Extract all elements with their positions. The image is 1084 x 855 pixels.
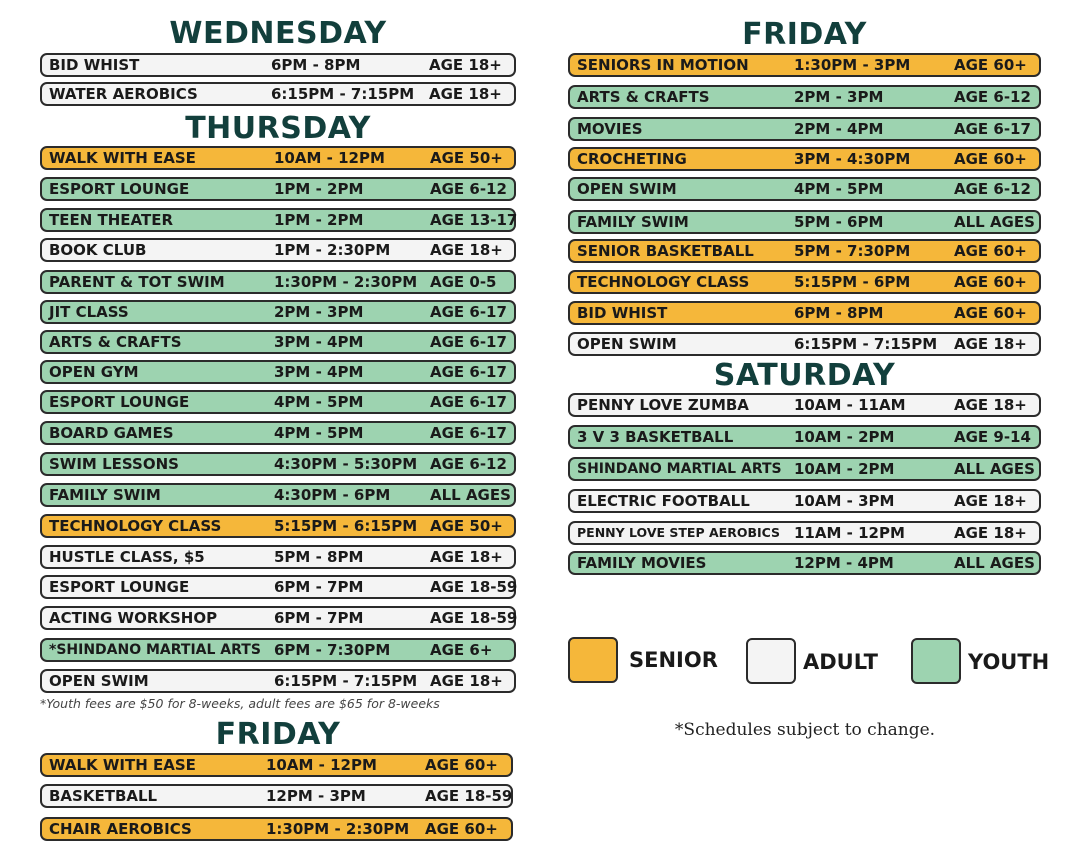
activity-age: AGE 18+: [430, 241, 503, 259]
activity-name: ARTS & CRAFTS: [49, 333, 182, 351]
activity-time: 1:30PM - 3PM: [794, 56, 911, 74]
activity-time: 3PM - 4:30PM: [794, 150, 911, 168]
schedule-row: [568, 85, 1041, 109]
activity-name: ARTS & CRAFTS: [577, 88, 710, 106]
activity-time: 2PM - 3PM: [274, 303, 364, 321]
activity-name: SENIORS IN MOTION: [577, 56, 749, 74]
activity-age: AGE 6-12: [430, 455, 507, 473]
activity-name: FAMILY SWIM: [577, 213, 689, 231]
activity-time: 12PM - 4PM: [794, 554, 894, 572]
activity-age: AGE 18+: [954, 335, 1027, 353]
activity-name: TECHNOLOGY CLASS: [49, 517, 222, 535]
activity-name: ESPORT LOUNGE: [49, 180, 190, 198]
activity-time: 6PM - 7:30PM: [274, 641, 391, 659]
legend-adult-swatch: [746, 638, 796, 684]
schedule-row: [40, 390, 516, 414]
activity-name: ACTING WORKSHOP: [49, 609, 218, 627]
day-heading-friday-left: FRIDAY: [215, 717, 341, 752]
activity-age: AGE 60+: [954, 304, 1027, 322]
schedule-row: [40, 669, 516, 693]
activity-time: 5:15PM - 6:15PM: [274, 517, 418, 535]
activity-age: AGE 18+: [430, 548, 503, 566]
schedule-row: [568, 393, 1041, 417]
activity-age: AGE 6-17: [430, 303, 507, 321]
schedule-row: [40, 300, 516, 324]
activity-age: AGE 60+: [425, 820, 498, 838]
schedule-row: [40, 483, 516, 507]
activity-name: PARENT & TOT SWIM: [49, 273, 225, 291]
activity-time: 6:15PM - 7:15PM: [271, 85, 415, 103]
activity-name: CROCHETING: [577, 150, 687, 168]
activity-time: 4:30PM - 5:30PM: [274, 455, 418, 473]
activity-name: BOARD GAMES: [49, 424, 174, 442]
schedule-row: [40, 238, 516, 262]
activity-name: PENNY LOVE ZUMBA: [577, 396, 749, 414]
activity-age: AGE 60+: [425, 756, 498, 774]
activity-age: AGE 6+: [430, 641, 493, 659]
schedule-row: [40, 638, 516, 662]
activity-time: 6PM - 7PM: [274, 578, 364, 596]
activity-age: AGE 6-12: [954, 180, 1031, 198]
activity-age: AGE 6-12: [430, 180, 507, 198]
activity-age: AGE 18+: [954, 524, 1027, 542]
schedule-row: [40, 360, 516, 384]
schedule-row: [40, 784, 513, 808]
activity-time: 5PM - 8PM: [274, 548, 364, 566]
schedule-row: [40, 330, 516, 354]
activity-time: 1:30PM - 2:30PM: [266, 820, 410, 838]
activity-name: WALK WITH EASE: [49, 149, 196, 167]
day-heading-friday-right: FRIDAY: [742, 17, 867, 52]
activity-name: SWIM LESSONS: [49, 455, 179, 473]
legend-senior-label: SENIOR: [629, 648, 718, 672]
schedule-row: [568, 457, 1041, 481]
activity-name: OPEN SWIM: [577, 335, 677, 353]
activity-time: 1PM - 2PM: [274, 180, 364, 198]
schedule-disclaimer: *Schedules subject to change.: [674, 720, 936, 740]
activity-age: AGE 18+: [954, 492, 1027, 510]
schedule-row: [568, 551, 1041, 575]
legend-adult-label: ADULT: [803, 650, 878, 674]
schedule-row: [568, 210, 1041, 234]
schedule-row: [40, 270, 516, 294]
activity-age: AGE 6-17: [954, 120, 1031, 138]
activity-age: AGE 6-17: [430, 333, 507, 351]
activity-name: WALK WITH EASE: [49, 756, 196, 774]
activity-time: 6PM - 7PM: [274, 609, 364, 627]
activity-time: 2PM - 4PM: [794, 120, 884, 138]
activity-name: BID WHIST: [577, 304, 668, 322]
activity-age: AGE 9-14: [954, 428, 1031, 446]
activity-name: CHAIR AEROBICS: [49, 820, 192, 838]
activity-name: MOVIES: [577, 120, 643, 138]
activity-name: OPEN SWIM: [577, 180, 677, 198]
activity-age: AGE 18+: [429, 85, 502, 103]
activity-name: WATER AEROBICS: [49, 85, 198, 103]
activity-name: BOOK CLUB: [49, 241, 147, 259]
schedule-row: [568, 53, 1041, 77]
schedule-row: [568, 521, 1041, 545]
activity-age: ALL AGES: [954, 554, 1035, 572]
legend-youth-label: YOUTH: [968, 650, 1050, 674]
activity-name: SENIOR BASKETBALL: [577, 242, 754, 260]
schedule-row: [568, 489, 1041, 513]
activity-name: BID WHIST: [49, 56, 140, 74]
fees-note: *Youth fees are $50 for 8-weeks, adult fees are $65 for 8-weeks: [40, 696, 440, 711]
activity-name: 3 V 3 BASKETBALL: [577, 428, 734, 446]
activity-age: AGE 18-59: [430, 578, 518, 596]
schedule-row: [568, 332, 1041, 356]
activity-age: AGE 60+: [954, 150, 1027, 168]
activity-time: 3PM - 4PM: [274, 333, 364, 351]
day-heading-thursday: THURSDAY: [185, 111, 371, 146]
activity-name: BASKETBALL: [49, 787, 158, 805]
schedule-row: [568, 239, 1041, 263]
activity-age: AGE 18+: [430, 672, 503, 690]
activity-name: FAMILY MOVIES: [577, 554, 707, 572]
schedule-row: [40, 146, 516, 170]
activity-time: 10AM - 2PM: [794, 428, 895, 446]
activity-time: 6PM - 8PM: [271, 56, 361, 74]
activity-name: TEEN THEATER: [49, 211, 174, 229]
activity-age: ALL AGES: [954, 460, 1035, 478]
activity-age: AGE 18+: [954, 396, 1027, 414]
activity-name: FAMILY SWIM: [49, 486, 161, 504]
activity-name: JIT CLASS: [49, 303, 129, 321]
activity-age: ALL AGES: [954, 213, 1035, 231]
activity-age: AGE 60+: [954, 242, 1027, 260]
activity-name: PENNY LOVE STEP AEROBICS: [577, 525, 781, 540]
activity-name: ELECTRIC FOOTBALL: [577, 492, 750, 510]
activity-time: 1PM - 2PM: [274, 211, 364, 229]
activity-time: 12PM - 3PM: [266, 787, 366, 805]
activity-time: 11AM - 12PM: [794, 524, 905, 542]
activity-time: 4PM - 5PM: [274, 393, 364, 411]
schedule-row: [568, 147, 1041, 171]
activity-time: 10AM - 3PM: [794, 492, 895, 510]
schedule-row: [40, 817, 513, 841]
activity-age: ALL AGES: [430, 486, 511, 504]
schedule-row: [40, 514, 516, 538]
activity-time: 4:30PM - 6PM: [274, 486, 391, 504]
activity-time: 10AM - 2PM: [794, 460, 895, 478]
activity-time: 4PM - 5PM: [794, 180, 884, 198]
schedule-row: [568, 117, 1041, 141]
activity-name: *SHINDANO MARTIAL ARTS: [49, 642, 261, 658]
activity-time: 6:15PM - 7:15PM: [794, 335, 938, 353]
activity-age: AGE 60+: [954, 56, 1027, 74]
activity-time: 2PM - 3PM: [794, 88, 884, 106]
day-heading-saturday: SATURDAY: [713, 358, 896, 393]
activity-age: AGE 18-59: [430, 609, 518, 627]
activity-age: AGE 18-59: [425, 787, 513, 805]
activity-name: HUSTLE CLASS, $5: [49, 548, 205, 566]
activity-time: 10AM - 12PM: [266, 756, 377, 774]
activity-name: ESPORT LOUNGE: [49, 393, 190, 411]
activity-age: AGE 60+: [954, 273, 1027, 291]
schedule-row: [40, 177, 516, 201]
schedule-row: [40, 53, 516, 77]
activity-age: AGE 6-17: [430, 363, 507, 381]
schedule-row: [40, 421, 516, 445]
schedule-row: [568, 301, 1041, 325]
activity-name: ESPORT LOUNGE: [49, 578, 190, 596]
activity-name: SHINDANO MARTIAL ARTS: [577, 461, 782, 477]
schedule-row: [568, 270, 1041, 294]
schedule-row: [40, 606, 516, 630]
legend-senior-swatch: [568, 637, 618, 683]
schedule-row: [40, 575, 516, 599]
activity-time: 4PM - 5PM: [274, 424, 364, 442]
activity-age: AGE 6-17: [430, 424, 507, 442]
activity-age: AGE 18+: [429, 56, 502, 74]
activity-name: OPEN SWIM: [49, 672, 149, 690]
schedule-row: [568, 425, 1041, 449]
activity-time: 5:15PM - 6PM: [794, 273, 911, 291]
activity-time: 10AM - 12PM: [274, 149, 385, 167]
activity-age: AGE 6-12: [954, 88, 1031, 106]
activity-time: 5PM - 7:30PM: [794, 242, 911, 260]
activity-age: AGE 6-17: [430, 393, 507, 411]
activity-age: AGE 50+: [430, 149, 503, 167]
activity-time: 6PM - 8PM: [794, 304, 884, 322]
activity-time: 5PM - 6PM: [794, 213, 884, 231]
activity-age: AGE 13-17: [430, 211, 518, 229]
schedule-row: [40, 82, 516, 106]
activity-age: AGE 0-5: [430, 273, 497, 291]
schedule-row: [40, 452, 516, 476]
activity-age: AGE 50+: [430, 517, 503, 535]
activity-name: TECHNOLOGY CLASS: [577, 273, 750, 291]
activity-time: 1PM - 2:30PM: [274, 241, 391, 259]
activity-time: 10AM - 11AM: [794, 396, 906, 414]
schedule-row: [40, 208, 516, 232]
activity-time: 6:15PM - 7:15PM: [274, 672, 418, 690]
legend-youth-swatch: [911, 638, 961, 684]
activity-name: OPEN GYM: [49, 363, 139, 381]
schedule-row: [40, 545, 516, 569]
activity-time: 3PM - 4PM: [274, 363, 364, 381]
schedule-row: [40, 753, 513, 777]
day-heading-wednesday: WEDNESDAY: [169, 16, 387, 51]
activity-time: 1:30PM - 2:30PM: [274, 273, 418, 291]
schedule-row: [568, 177, 1041, 201]
